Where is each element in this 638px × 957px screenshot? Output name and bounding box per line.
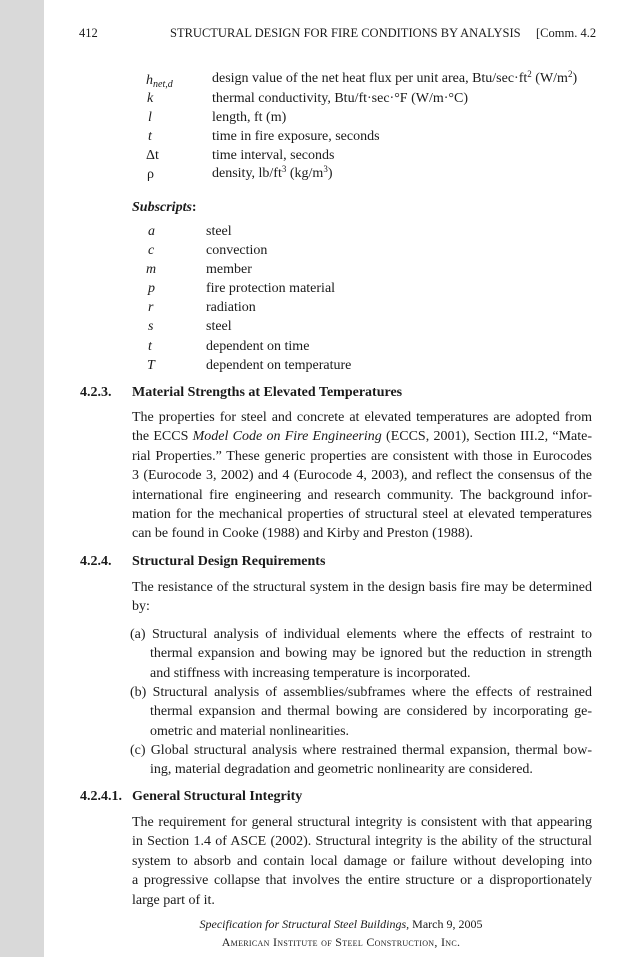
symbol: t	[148, 129, 152, 144]
subscript-symbol: m	[146, 262, 157, 277]
subscript-definition: dependent on time	[206, 339, 310, 354]
subscripts-heading: Subscripts:	[132, 200, 197, 215]
subscript-definition: member	[206, 262, 252, 277]
symbol: ρ	[147, 167, 154, 182]
paragraph-line: system to absorb and contain local damage or failure without developing into	[132, 853, 592, 869]
paragraph-line: rial Properties.” These generic properties are consistent with those in Eurocodes	[132, 448, 592, 464]
section-number: 4.2.3.	[80, 385, 112, 400]
subscript-symbol: r	[148, 300, 154, 315]
list-item: (b) Structural analysis of assemblies/subframes where the effects of restrained thermal expansion and thermal bowing are considered by incorporating ge- ometric and material nonlinearities.	[130, 685, 592, 739]
list-item: (a) Structural analysis of individual elements where the effects of restraint to thermal expansion and bowing may be ignored but the reduction in strength and stiffness with increasing temperature is incorporated.	[130, 627, 592, 681]
subscript-definition: steel	[206, 319, 232, 334]
subscript-symbol: t	[148, 339, 152, 354]
symbol-definition: density, $lb/ft^3$ $(kg/m^3)$	[212, 164, 333, 181]
paragraph-line: 3 (Eurocode 3, 2002) and 4 (Eurocode 4, 2003), and reflect the consensus of the	[132, 468, 592, 484]
paragraph-line: international fire engineering and research community. The background infor-	[132, 487, 592, 503]
section-number: 4.2.4.	[80, 554, 112, 569]
symbol: l	[148, 110, 152, 125]
subscript-definition: fire protection material	[206, 281, 336, 296]
page-number: 412	[79, 26, 98, 40]
paragraph-line: The resistance of the structural system in the design basis fire may be determined	[132, 580, 592, 595]
symbol-definition: time in fire exposure, seconds	[212, 129, 380, 144]
subscript-definition: radiation	[206, 300, 256, 315]
paragraph-line: The requirement for general structural integrity is consistent with that appearing	[132, 815, 592, 830]
subscript-symbol: T	[147, 358, 155, 373]
section-number: 4.2.4.1.	[80, 789, 122, 804]
section-title: Structural Design Requirements	[132, 554, 326, 569]
section-paragraph	[132, 408, 592, 544]
footer-spec-line: Specification for Structural Steel Buildings, March 9, 2005	[199, 917, 483, 931]
subscript-symbol: c	[148, 243, 155, 258]
paragraph-line: The properties for steel and concrete at elevated temperatures are adopted from	[132, 410, 592, 425]
symbol-definition: design value of the net heat flux per unit area, Btu/$\sec\cdot ft^2$ $(W/m^2)$	[212, 69, 578, 86]
symbol: $h_{net,d}$	[146, 73, 173, 90]
subscript-definition: dependent on temperature	[206, 358, 352, 373]
symbol-definition: length, ft (m)	[212, 110, 287, 125]
paragraph-line: large part of it.	[132, 892, 215, 908]
footer-publisher: American Institute of Steel Construction, Inc.	[221, 935, 461, 949]
subscript-symbol: s	[148, 319, 154, 334]
symbol-definition: thermal conductivity, Btu/ft·sec·°F (W/m·°C)	[212, 91, 469, 106]
subscript-definition: steel	[206, 224, 232, 239]
symbol: k	[147, 91, 154, 106]
paragraph-line: in Section 1.4 of ASCE (2002). Structural integrity is the ability of the structural	[132, 834, 592, 850]
subscript-symbol: p	[148, 281, 155, 296]
section-title: Material Strengths at Elevated Temperatures	[132, 385, 403, 400]
section-paragraph	[132, 813, 592, 910]
running-title: STRUCTURAL DESIGN FOR FIRE CONDITIONS BY ANALYSIS	[170, 26, 521, 40]
section-reference: [Comm. 4.2	[536, 26, 597, 40]
paragraph-line: by:	[132, 599, 150, 615]
subscript-definition: convection	[206, 243, 268, 258]
paragraph-line: mation for the mechanical properties of structural steel at elevated temperatures	[132, 507, 592, 523]
list-item: (c) Global structural analysis where restrained thermal expansion, thermal bow- ing, material degradation and geometric nonlinearity are considered.	[130, 743, 592, 778]
subscript-symbol: a	[148, 224, 155, 239]
paragraph-line: the ECCS Model Code on Fire Engineering (ECCS, 2001), Section III.2, “Mate-	[132, 429, 593, 445]
symbol: Δt	[146, 148, 159, 163]
symbol-definition: time interval, seconds	[212, 148, 335, 163]
document-page	[44, 0, 638, 957]
paragraph-line: a progressive collapse that involves the entire structure or a disproportionately	[132, 873, 592, 889]
section-title: General Structural Integrity	[132, 789, 303, 804]
section-paragraph	[132, 578, 592, 617]
paragraph-line: can be found in Cooke (1988) and Kirby and Preston (1988).	[132, 526, 473, 542]
